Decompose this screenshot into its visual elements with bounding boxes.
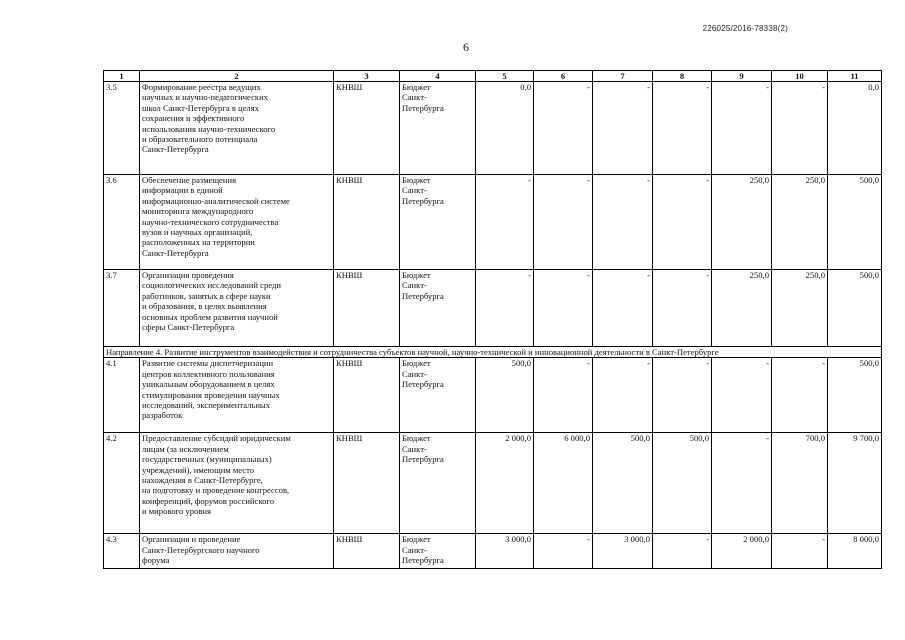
funding-source: Бюджет Санкт- Петербурга	[400, 534, 476, 569]
value-cell: 500,0	[593, 433, 653, 534]
value-cell: 0,0	[828, 82, 882, 175]
value-cell: 500,0	[476, 358, 534, 433]
page-number: 6	[463, 40, 469, 54]
column-number: 7	[593, 71, 653, 82]
measure-name: Предоставление субсидий юридическим лицам (за исключением государственных (муниципальных) учреждений), имеющим место нахождения в Санкт-Петербурге, на подготовку и проведение конгрессов, конференций, форумов российского и мирового уровня	[140, 433, 334, 534]
value-cell: 3 000,0	[476, 534, 534, 569]
value-cell: -	[772, 82, 828, 175]
value-cell: 2 000,0	[476, 433, 534, 534]
column-number: 8	[653, 71, 712, 82]
value-cell: 6 000,0	[534, 433, 593, 534]
table-row	[104, 534, 882, 569]
value-cell: -	[712, 358, 772, 433]
column-number: 3	[334, 71, 400, 82]
value-cell: 250,0	[712, 270, 772, 347]
value-cell: -	[534, 358, 593, 433]
value-cell: -	[653, 358, 712, 433]
row-id: 4.2	[104, 433, 140, 534]
value-cell: 2 000,0	[712, 534, 772, 569]
measure-name: Организация проведения социологических исследований среди работников, занятых в сфере науки и образования, в целях выявления основных проблем развития научной сферы Санкт-Петербурга	[140, 270, 334, 347]
executor: КНВШ	[334, 433, 400, 534]
value-cell: -	[593, 358, 653, 433]
measure-name: Обеспечение размещения информации в единой информационно-аналитической системе мониторинга международного научно-технического сотрудничества вузов и научных организаций, расположенных на территории Санкт-Петербурга	[140, 175, 334, 270]
column-number: 1	[104, 71, 140, 82]
value-cell: -	[593, 270, 653, 347]
document-reference: 226025/2016-78338(2)	[702, 24, 788, 33]
value-cell: 0,0	[476, 82, 534, 175]
value-cell: -	[476, 175, 534, 270]
funding-source: Бюджет Санкт- Петербурга	[400, 270, 476, 347]
table-row	[104, 433, 882, 534]
row-id: 4.3	[104, 534, 140, 569]
column-number: 2	[140, 71, 334, 82]
value-cell: -	[593, 175, 653, 270]
value-cell: -	[476, 270, 534, 347]
value-cell: 9 700,0	[828, 433, 882, 534]
value-cell: 500,0	[828, 358, 882, 433]
value-cell: -	[534, 534, 593, 569]
section-header-row	[104, 347, 882, 358]
measure-name: Формирование реестра ведущих научных и научно-педагогических школ Санкт-Петербурга в целях сохранения и эффективного использования научно-технического и образовательного потенциала Санкт-Петербурга	[140, 82, 334, 175]
value-cell: 250,0	[712, 175, 772, 270]
value-cell: 3 000,0	[593, 534, 653, 569]
value-cell: -	[653, 175, 712, 270]
column-number: 5	[476, 71, 534, 82]
executor: КНВШ	[334, 358, 400, 433]
executor: КНВШ	[334, 82, 400, 175]
value-cell: 500,0	[828, 270, 882, 347]
value-cell: -	[593, 82, 653, 175]
row-id: 3.7	[104, 270, 140, 347]
executor: КНВШ	[334, 175, 400, 270]
column-number: 11	[828, 71, 882, 82]
column-number-row	[104, 71, 882, 82]
column-number: 9	[712, 71, 772, 82]
value-cell: 700,0	[772, 433, 828, 534]
funding-source: Бюджет Санкт- Петербурга	[400, 175, 476, 270]
value-cell: -	[534, 270, 593, 347]
budget-table	[103, 70, 882, 569]
value-cell: -	[712, 433, 772, 534]
value-cell: 500,0	[828, 175, 882, 270]
value-cell: -	[534, 175, 593, 270]
value-cell: 500,0	[653, 433, 712, 534]
measure-name: Развитие системы диспетчеризации центров коллективного пользования уникальным оборудованием в целях стимулирования проведения научных исследований, экспериментальных разработок	[140, 358, 334, 433]
measure-name: Организация и проведение Санкт-Петербургского научного форума	[140, 534, 334, 569]
executor: КНВШ	[334, 534, 400, 569]
value-cell: -	[653, 270, 712, 347]
column-number: 6	[534, 71, 593, 82]
value-cell: 250,0	[772, 270, 828, 347]
row-id: 4.1	[104, 358, 140, 433]
executor: КНВШ	[334, 270, 400, 347]
section-title: Направление 4. Развитие инструментов взаимодействия и сотрудничества субъектов научной, научно-технической и инновационной деятельности в Санкт-Петербурге	[104, 347, 882, 358]
table-row	[104, 358, 882, 433]
value-cell: 250,0	[772, 175, 828, 270]
funding-source: Бюджет Санкт- Петербурга	[400, 358, 476, 433]
value-cell: -	[534, 82, 593, 175]
column-number: 10	[772, 71, 828, 82]
value-cell: -	[712, 82, 772, 175]
funding-source: Бюджет Санкт- Петербурга	[400, 433, 476, 534]
funding-source: Бюджет Санкт- Петербурга	[400, 82, 476, 175]
value-cell: -	[772, 534, 828, 569]
table-row	[104, 175, 882, 270]
row-id: 3.5	[104, 82, 140, 175]
table-row	[104, 82, 882, 175]
value-cell: -	[653, 534, 712, 569]
value-cell: -	[772, 358, 828, 433]
table-row	[104, 270, 882, 347]
value-cell: 8 000,0	[828, 534, 882, 569]
row-id: 3.6	[104, 175, 140, 270]
value-cell: -	[653, 82, 712, 175]
column-number: 4	[400, 71, 476, 82]
